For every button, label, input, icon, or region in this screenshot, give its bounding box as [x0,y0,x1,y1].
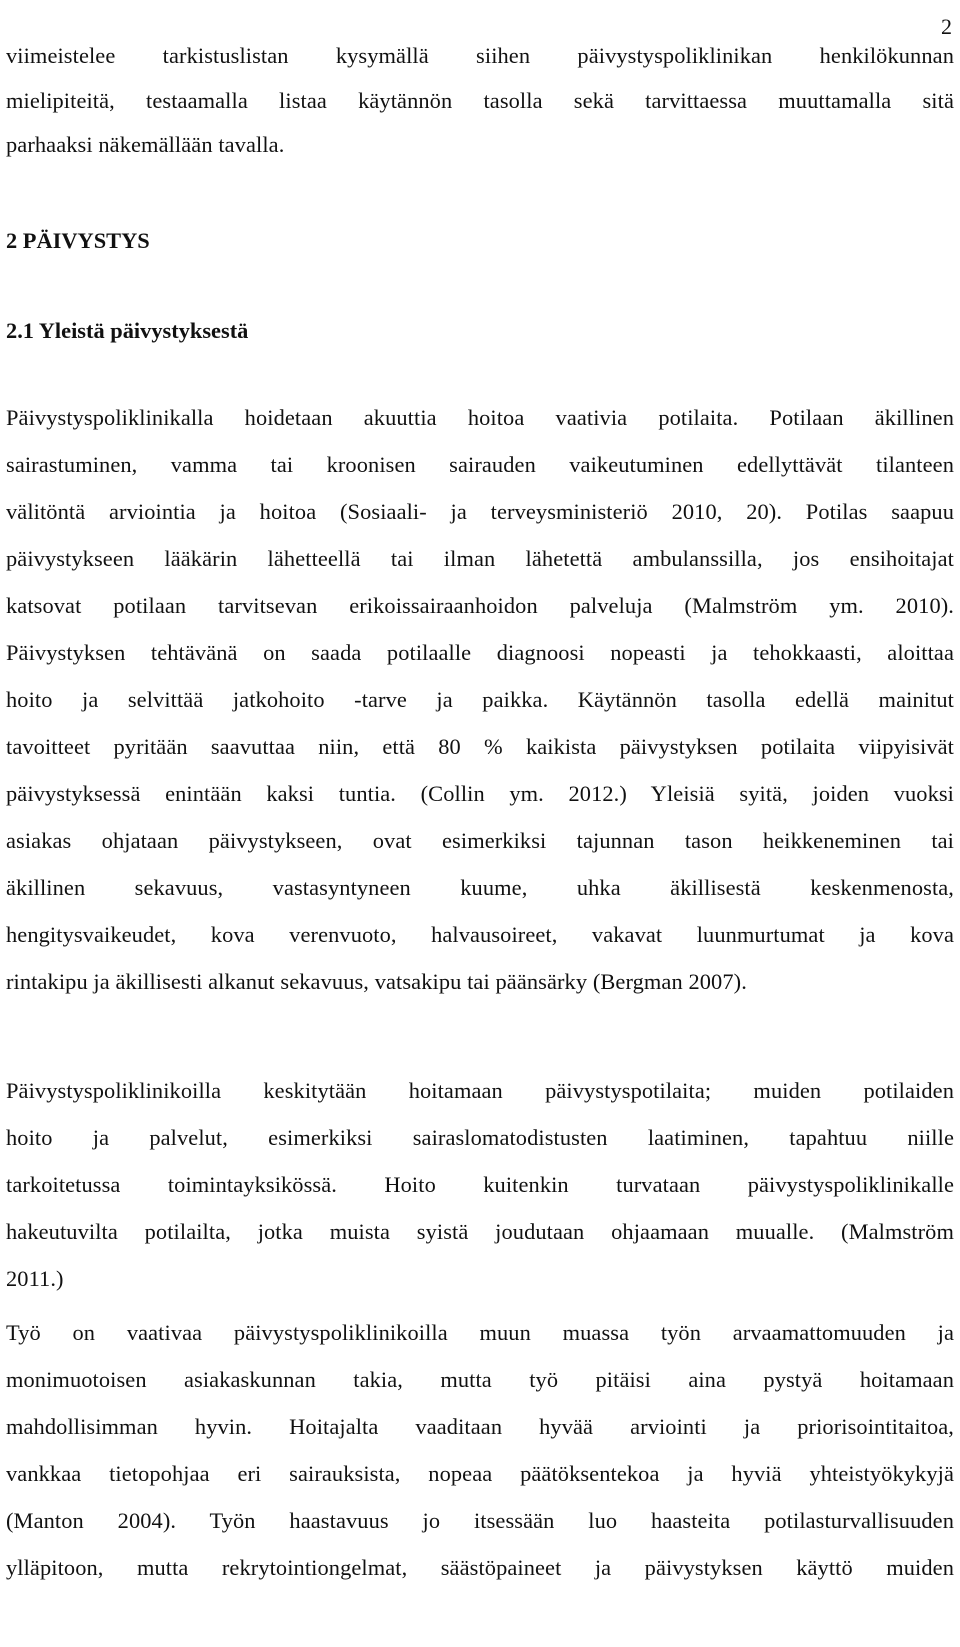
text-line: vankkaa tietopohjaa eri sairauksista, nopeaa päätöksentekoa ja hyviä yhteistyökykyjä [6,1461,954,1486]
text-line: 2011.) [6,1266,64,1291]
text-line: hengitysvaikeudet, kova verenvuoto, halvausoireet, vakavat luunmurtumat ja kova [6,922,954,947]
section-heading: 2.1 Yleistä päivystyksestä [6,318,249,343]
text-line: parhaaksi näkemällään tavalla. [6,132,285,158]
text-line: katsovat potilaan tarvitsevan erikoissairaanhoidon palveluja (Malmström ym. 2010). [6,593,954,618]
text-line: hoito ja selvittää jatkohoito -tarve ja paikka. Käytännön tasolla edellä mainitut [6,687,954,712]
text-line: päivystyksessä enintään kaksi tuntia. (Collin ym. 2012.) Yleisiä syitä, joiden vuoksi [6,781,954,806]
text-line: sairastuminen, vamma tai kroonisen sairauden vaikeutuminen edellyttävät tilanteen [6,452,954,477]
text-line: päivystykseen lääkärin lähetteellä tai ilman lähetettä ambulanssilla, jos ensihoitajat [6,546,954,571]
paragraph-2 [6,1078,954,1313]
text-line: Päivystyspoliklinikalla hoidetaan akuuttia hoitoa vaativia potilaita. Potilaan äkillinen [6,405,954,430]
text-line: viimeistelee tarkistuslistan kysymällä siihen päivystyspoliklinikan henkilökunnan [6,43,954,68]
text-line: asiakas ohjataan päivystykseen, ovat esimerkiksi tajunnan tason heikkeneminen tai [6,828,954,853]
text-line: Päivystyksen tehtävänä on saada potilaalle diagnoosi nopeasti ja tehokkaasti, aloittaa [6,640,954,665]
page-number: 2 [941,14,952,39]
text-line: hakeutuvilta potilailta, jotka muista syistä joudutaan ohjaamaan muualle. (Malmström [6,1219,954,1244]
text-line: tavoitteet pyritään saavuttaa niin, että 80 % kaikista päivystyksen potilaita viipyisivät [6,734,954,759]
text-line: mahdollisimman hyvin. Hoitajalta vaaditaan hyvää arviointi ja priorisointitaitoa, [6,1414,954,1439]
text-line: mielipiteitä, testaamalla listaa käytännön tasolla sekä tarvittaessa muuttamalla sitä [6,87,954,113]
text-line: välitöntä arviointia ja hoitoa (Sosiaali- ja terveysministeriö 2010, 20). Potilas saapuu [6,499,954,524]
chapter-heading: 2 PÄIVYSTYS [6,228,150,253]
text-line: rintakipu ja äkillisesti alkanut sekavuus, vatsakipu tai päänsärky (Bergman 2007). [6,969,747,994]
text-line: tarkoitetussa toimintayksikössä. Hoito kuitenkin turvataan päivystyspoliklinikalle [6,1172,954,1197]
text-line: Päivystyspoliklinikoilla keskitytään hoitamaan päivystyspotilaita; muiden potilaiden [6,1078,954,1103]
paragraph-1 [6,405,954,1016]
text-line: hoito ja palvelut, esimerkiksi sairaslomatodistusten laatiminen, tapahtuu niille [6,1125,954,1150]
text-line: Työ on vaativaa päivystyspoliklinikoilla muun muassa työn arvaamattomuuden ja [6,1320,954,1345]
text-line: äkillinen sekavuus, vastasyntyneen kuume, uhka äkillisestä keskenmenosta, [6,875,954,900]
text-line: monimuotoisen asiakaskunnan takia, mutta työ pitäisi aina pystyä hoitamaan [6,1367,954,1392]
text-line: ylläpitoon, mutta rekrytointiongelmat, säästöpaineet ja päivystyksen käyttö muiden [6,1555,954,1580]
text-line: (Manton 2004). Työn haastavuus jo itsessään luo haasteita potilasturvallisuuden [6,1508,954,1533]
paragraph-3 [6,1320,954,1602]
intro-paragraph [6,43,954,177]
